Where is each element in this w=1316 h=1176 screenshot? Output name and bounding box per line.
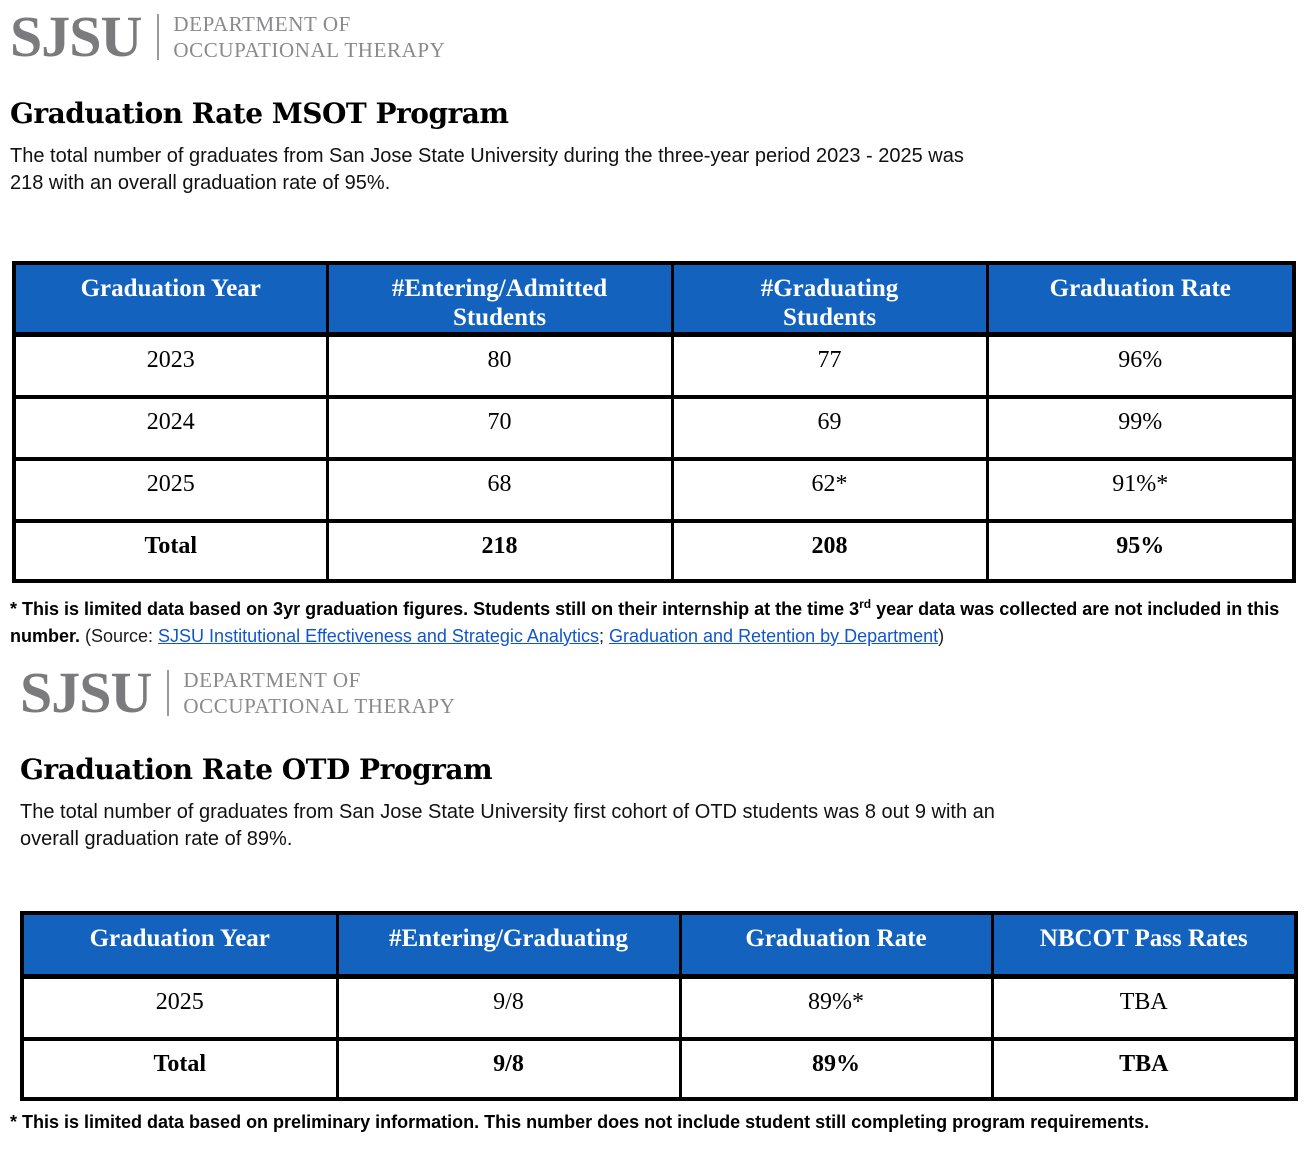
otd-col-graduation-rate: Graduation Rate (680, 913, 992, 977)
msot-table-header-row (14, 263, 1294, 335)
sjsu-wordmark: SJSU (20, 659, 152, 725)
logo-department-name (173, 11, 445, 63)
msot-footnote (10, 591, 1280, 650)
cell-nbcot: TBA (992, 977, 1296, 1039)
msot-row-2024 (14, 397, 1294, 459)
otd-col-graduation-year: Graduation Year (22, 913, 337, 977)
cell-year: 2024 (14, 397, 327, 459)
cell-rate: 99% (987, 397, 1294, 459)
logo-divider (157, 14, 159, 60)
msot-row-2023 (14, 335, 1294, 397)
cell-year: 2025 (22, 977, 337, 1039)
otd-total-row (22, 1039, 1296, 1099)
otd-graduation-table (20, 911, 1298, 1101)
cell-rate: 89%* (680, 977, 992, 1039)
cell-year: 2025 (14, 459, 327, 521)
sjsu-logo-otd (20, 659, 1304, 725)
link-institutional-effectiveness[interactable]: SJSU Institutional Effectiveness and Strategic Analytics (158, 625, 599, 646)
msot-row-2025 (14, 459, 1294, 521)
cell-rate: 91%* (987, 459, 1294, 521)
msot-section-description: The total number of graduates from San Jose State University during the three-year period 2023 - 2025 was 218 with an overall graduation rate of 95%. (10, 145, 964, 194)
msot-col-graduation-year: Graduation Year (14, 263, 327, 335)
cell-entering: 80 (327, 335, 672, 397)
link-graduation-retention[interactable]: Graduation and Retention by Department (608, 625, 939, 646)
cell-total-nbcot: TBA (992, 1039, 1296, 1099)
cell-total-label: Total (22, 1039, 337, 1099)
cell-total-rate: 89% (680, 1039, 992, 1099)
logo-dept-line2: OCCUPATIONAL THERAPY (183, 693, 456, 718)
msot-col-entering-admitted: #Entering/Admitted Students (327, 263, 672, 335)
cell-graduating: 69 (672, 397, 987, 459)
logo-dept-line1: DEPARTMENT OF (173, 12, 351, 36)
cell-total-graduating: 208 (672, 521, 987, 581)
msot-col-graduating-students: #Graduating Students (672, 263, 987, 335)
otd-section-description: The total number of graduates from San Jose State University first cohort of OTD students was 8 out 9 with an overall graduation rate of 89%. (20, 800, 995, 850)
cell-total-entering: 218 (327, 521, 672, 581)
logo-divider (167, 670, 169, 716)
cell-year: 2023 (14, 335, 327, 397)
msot-footnote-source: (Source: SJSU Institutional Effectiveness and Strategic Analytics; Graduation and Retention by Department) (80, 625, 945, 646)
cell-graduating: 62* (672, 459, 987, 521)
msot-section-title: Graduation Rate MSOT Program (10, 97, 509, 130)
cell-entering: 70 (327, 397, 672, 459)
otd-col-nbcot-pass-rates: NBCOT Pass Rates (992, 913, 1296, 977)
ordinal-superscript: rd (859, 596, 872, 611)
cell-total-label: Total (14, 521, 327, 581)
otd-footnote: * This is limited data based on preliminary information. This number does not include student still completing program requirements. (10, 1111, 1150, 1132)
cell-rate: 96% (987, 335, 1294, 397)
msot-total-row (14, 521, 1294, 581)
sjsu-logo-msot (10, 4, 1304, 69)
cell-entering: 68 (327, 459, 672, 521)
cell-total-rate: 95% (987, 521, 1294, 581)
otd-row-2025 (22, 977, 1296, 1039)
otd-col-entering-graduating: #Entering/Graduating (337, 913, 680, 977)
cell-entering-graduating: 9/8 (337, 977, 680, 1039)
otd-section-title: Graduation Rate OTD Program (20, 752, 493, 786)
cell-total-entering-graduating: 9/8 (337, 1039, 680, 1099)
logo-dept-line1: DEPARTMENT OF (183, 667, 361, 692)
msot-graduation-table (12, 261, 1296, 583)
cell-graduating: 77 (672, 335, 987, 397)
logo-dept-line2: OCCUPATIONAL THERAPY (173, 38, 446, 62)
otd-table-header-row (22, 913, 1296, 977)
msot-col-graduation-rate: Graduation Rate (987, 263, 1294, 335)
sjsu-wordmark: SJSU (10, 4, 142, 69)
msot-footnote-bold-text: * This is limited data based on 3yr graduation figures. Students still on their internship at the time 3rd year data was collected are not included in this number. (10, 596, 1280, 646)
logo-department-name (183, 667, 455, 719)
